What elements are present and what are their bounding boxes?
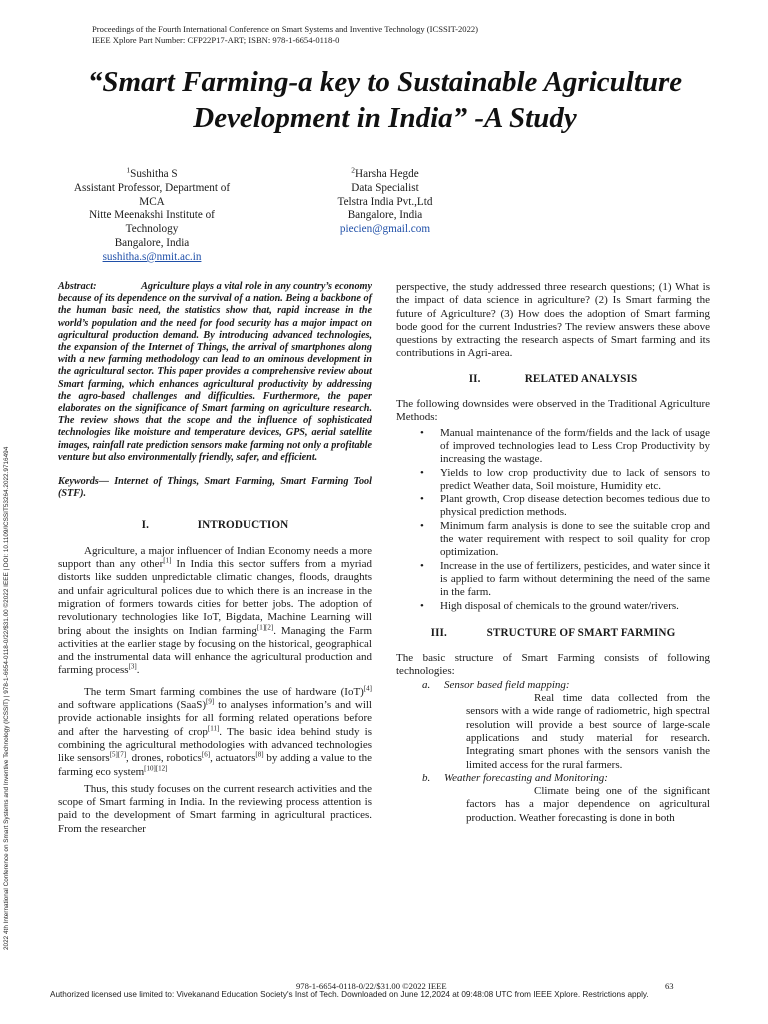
author-block-1 bbox=[52, 165, 252, 265]
sidebar-citation bbox=[2, 257, 16, 957]
page-number: 63 bbox=[665, 981, 674, 991]
citation-ref: [10][12] bbox=[144, 763, 168, 772]
structure-intro: The basic structure of Smart Farming consists of following technologies: bbox=[396, 652, 710, 678]
author-block-2 bbox=[300, 165, 470, 237]
conference-header bbox=[92, 24, 478, 46]
author-email-link[interactable]: sushitha.s@nmit.ac.in bbox=[102, 250, 202, 263]
abstract-label: Abstract: bbox=[58, 281, 97, 292]
author-name: $^2$Harsha Hegde bbox=[351, 165, 419, 180]
list-item: • Manual maintenance of the form/fields and the lack of usage of improved technologies lead to Less Crop Productivity by increasing the wastage. bbox=[420, 426, 710, 466]
author-affiliation: Nitte Meenakshi Institute of bbox=[89, 209, 215, 222]
list-item: • High disposal of chemicals to the ground water/rivers. bbox=[420, 599, 679, 612]
author-name: $^1$Sushitha S bbox=[126, 165, 178, 180]
paper-title bbox=[40, 64, 730, 136]
author-email-link[interactable]: piecien@gmail.com bbox=[339, 223, 431, 236]
footer-copyright: 978-1-6654-0118-0/22/$31.00 ©2022 IEEE bbox=[296, 981, 447, 991]
intro-paragraph-2: The term Smart farming combines the use of hardware (IoT)[4] and software applications (SaaS)[9] to analyses information’s and will provide actionable insights for all forming related operations before and after the harvesting of crop[11]. The basic idea behind study is combining the agricultural methodologies with advanced technologies like sensors[5][7], drones, robotics[6], actuators[8] by adding a value to the farming eco system[10][12] bbox=[58, 684, 373, 778]
keywords: Keywords— Internet of Things, Smart Farming, Smart Farming Tool (STF). bbox=[58, 476, 372, 500]
research-questions-paragraph: perspective, the study addressed three research questions; (1) What is the impact of data science in agriculture? (2) Is Smart farming the future of Agriculture? (3) How does the adoption of Smart farming bode good for the current Industries? The review answers these above questions by extracting the research aspects of Smart farming and its contributions in Agri-area. bbox=[396, 281, 710, 360]
abstract-text: Agriculture plays a vital role in any country’s economy because of its dependence on the survival of a nation. Being a backbone of the human basic need, the statistics show that, rapid increase in the world’s population and the need for food security has a major impact on agricultural production demand. By introducing advanced technologies, the expansion of the Internet of Things, the arrival of smartphones along with a new farming methodology can lead to an ominous development in the agricultural sector. This paper provides a comprehensive review about Smart farming, which enhances agricultural productivity by addressing the agro-based challenges and difficulties. Furthermore, the paper elaborates on the significance of Smart farming on agriculture research. The review shows that the scope and the influence of sophisticated technologies like moisture and temperature devices, GPS, aerial satellite images, rainfall rate prediction sensors make farming not only a profitable venture but also environmentally friendly, safer, and efficient. bbox=[58, 281, 372, 463]
intro-paragraph-1: Agriculture, a major influencer of Indian Economy needs a more support than any other[1] In India this sector suffers from a myriad distorts like sudden unpredictable climatic changes, floods, draughts and unfair agricultural polices due to which there is an increase in the migration of formers towards cities for better jobs. The adoption of revolutionary technologies like IoT, Bigdata, Machine Learning will bring about the insights on Indian farming[1][2]. Managing the Farm activities at the earlier stage by focusing on the historical, geographical and the instrumental data will enhance the agricultural production and farming process[3]. bbox=[58, 544, 372, 677]
citation-ref: [5][7] bbox=[109, 750, 127, 759]
citation-ref: [1] bbox=[163, 556, 172, 565]
intro-paragraph-3: Thus, this study focuses on the current research activities and the scope of Smart farming in India. In the reviewing process attention is paid to the development of Smart farming in agricultural practices. From the researcher bbox=[58, 782, 372, 835]
section-heading-related-analysis: II. RELATED ANALYSIS bbox=[468, 372, 638, 385]
list-item: • Plant growth, Crop disease detection becomes tedious due to physical prediction methods. bbox=[420, 493, 710, 519]
title-line-1: “Smart Farming-a key to Sustainable Agriculture bbox=[87, 66, 683, 98]
author-affiliation: Assistant Professor, Department of bbox=[73, 181, 231, 194]
citation-ref: [4] bbox=[363, 684, 372, 693]
title-line-2: Development in India” -A Study bbox=[193, 102, 577, 134]
list-item: • Increase in the use of fertilizers, pesticides, and water since it is applied to farm without determining the need of the same in the farm. bbox=[420, 559, 710, 599]
header-line-1: Proceedings of the Fourth International Conference on Smart Systems and Inventive Technology (ICSSIT-2022) bbox=[92, 24, 479, 34]
citation-ref: [3] bbox=[128, 662, 137, 671]
right-column bbox=[396, 281, 710, 825]
author-affiliation: Technology bbox=[125, 223, 179, 236]
citation-ref: [1][2] bbox=[256, 622, 274, 631]
abstract bbox=[58, 281, 372, 464]
sidebar-citation-text: 2022 4th International Conference on Smart Systems and Inventive Technology (ICSSIT) | 978-1-6654-0118-0/22/$31.00 ©2022 IEEE | DOI: 10.1109/ICSSIT53264.2022.9716494 bbox=[3, 446, 10, 950]
subsection-heading-weather: b. Weather forecasting and Monitoring: bbox=[422, 771, 608, 784]
list-item: • Minimum farm analysis is done to see the suitable crop and the water requirement with respect to soil quality for crop optimization. bbox=[420, 519, 710, 559]
author-affiliation: Data Specialist bbox=[351, 181, 419, 194]
author-affiliation: Telstra India Pvt.,Ltd bbox=[337, 195, 433, 208]
subsection-heading-sensor-mapping: a. Sensor based field mapping: bbox=[422, 678, 570, 691]
license-notice: Authorized licensed use limited to: Vivekanand Education Society's Inst of Tech. Downloaded on June 12,2024 at 09:48:08 UTC from IEEE Xplore. Restrictions apply. bbox=[50, 990, 649, 999]
citation-ref: [6] bbox=[201, 750, 211, 759]
author-affiliation: MCA bbox=[139, 195, 165, 208]
header-line-2: IEEE Xplore Part Number: CFP22P17-ART; ISBN: 978-1-6654-0118-0 bbox=[92, 35, 340, 45]
left-column bbox=[58, 281, 372, 836]
citation-ref: [8] bbox=[255, 750, 264, 759]
section-heading-introduction: I. INTRODUCTION bbox=[141, 519, 289, 532]
author-city: Bangalore, India bbox=[114, 236, 190, 249]
weather-text: Climate being one of the significant factors has a major dependence on agricultural production. Weather forecasting is done in both bbox=[466, 785, 710, 824]
related-analysis-intro: The following downsides were observed in the Traditional Agriculture Methods: bbox=[396, 398, 710, 424]
citation-ref: [9] bbox=[206, 697, 215, 706]
section-heading-structure: III. STRUCTURE OF SMART FARMING bbox=[430, 626, 676, 639]
citation-ref: [11] bbox=[207, 723, 220, 732]
sensor-mapping-text: Real time data collected from the sensors with a wide range of radiometric, high spectral resolution will provide a best source of large-scale applications and study material for research. Integrating smart phones with the sensors vanish the limited access for the rural farmers. bbox=[466, 692, 710, 771]
downsides-list bbox=[396, 427, 710, 613]
list-item: • Yields to low crop productivity due to lack of sensors to predict Weather data, Soil moisture, Humidity etc. bbox=[420, 466, 710, 492]
author-city: Bangalore, India bbox=[347, 209, 423, 222]
